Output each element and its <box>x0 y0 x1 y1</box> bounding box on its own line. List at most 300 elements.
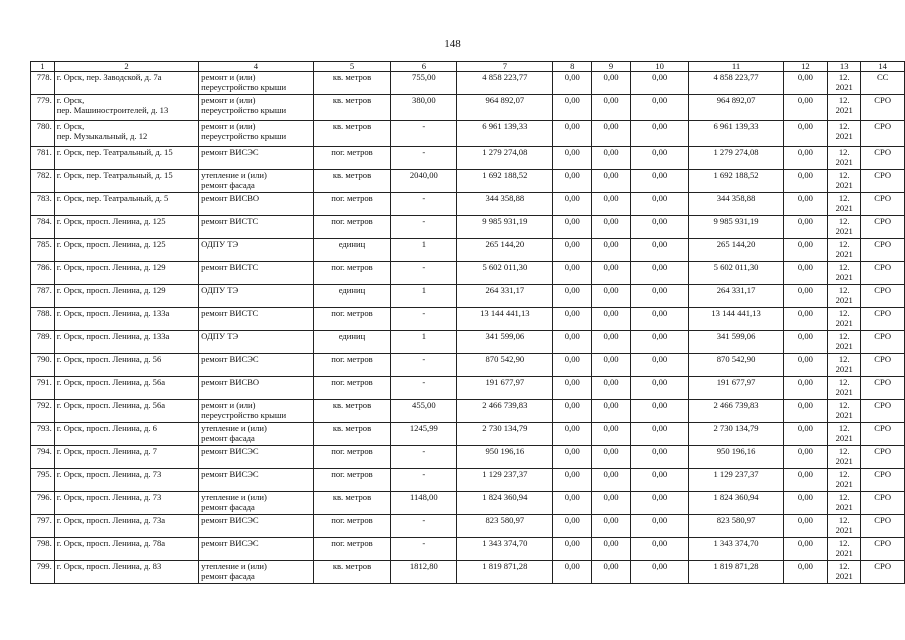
unit-cell: единиц <box>313 331 391 354</box>
quantity-cell: - <box>391 446 457 469</box>
column-number: 6 <box>391 62 457 72</box>
address-cell <box>54 308 198 331</box>
row-number: 794. <box>31 446 55 469</box>
work-line: ремонт ВИСВО <box>201 377 260 387</box>
deadline-cell <box>828 262 861 285</box>
work-type-cell <box>199 147 313 170</box>
work-line: утепление и (или) <box>201 561 267 571</box>
row-number: 781. <box>31 147 55 170</box>
address-line: г. Орск, просп. Ленина, д. 73 <box>56 492 162 502</box>
deadline-year: 2021 <box>835 157 853 167</box>
work-line: ремонт ВИСТС <box>201 308 259 318</box>
deadline-year: 2021 <box>835 571 853 581</box>
fund-cell-11: 5 602 011,30 <box>689 262 783 285</box>
fund-cell-8: 0,00 <box>553 354 592 377</box>
address-line: г. Орск, просп. Ленина, д. 56а <box>56 400 166 410</box>
table-row <box>31 239 905 262</box>
deadline-year: 2021 <box>835 180 853 190</box>
fund-cell-12: 0,00 <box>783 193 827 216</box>
work-type-cell <box>199 492 313 515</box>
work-line: ремонт ВИСЭС <box>201 515 259 525</box>
work-line: ремонт ВИСЭС <box>201 469 259 479</box>
row-number: 796. <box>31 492 55 515</box>
deadline-month: 12. <box>838 308 850 318</box>
deadline-month: 12. <box>838 147 850 157</box>
table-row <box>31 72 905 95</box>
fund-cell-9: 0,00 <box>592 239 631 262</box>
address-line: г. Орск, просп. Ленина, д. 73а <box>56 515 166 525</box>
deadline-month: 12. <box>838 538 850 548</box>
work-line: ремонт и (или) <box>201 121 256 131</box>
work-type-cell <box>199 423 313 446</box>
fund-cell-9: 0,00 <box>592 446 631 469</box>
deadline-cell <box>828 72 861 95</box>
fund-cell-12: 0,00 <box>783 492 827 515</box>
fund-cell-9: 0,00 <box>592 216 631 239</box>
deadline-month: 12. <box>838 423 850 433</box>
unit-cell: единиц <box>313 285 391 308</box>
quantity-cell: 1148,00 <box>391 492 457 515</box>
address-cell <box>54 515 198 538</box>
deadline-cell <box>828 308 861 331</box>
column-number: 10 <box>630 62 688 72</box>
work-type-cell <box>199 515 313 538</box>
fund-cell-12: 0,00 <box>783 121 827 147</box>
fund-cell-8: 0,00 <box>553 377 592 400</box>
address-cell <box>54 239 198 262</box>
address-line: г. Орск, пер. Заводской, д. 7а <box>56 72 162 82</box>
fund-cell-9: 0,00 <box>592 538 631 561</box>
row-number: 785. <box>31 239 55 262</box>
contractor-type-cell: СРО <box>861 193 905 216</box>
deadline-year: 2021 <box>835 105 853 115</box>
deadline-month: 12. <box>838 285 850 295</box>
fund-cell-10: 0,00 <box>630 262 688 285</box>
table-row <box>31 147 905 170</box>
work-line: ОДПУ ТЭ <box>201 285 239 295</box>
quantity-cell: - <box>391 147 457 170</box>
table-row <box>31 121 905 147</box>
address-cell <box>54 446 198 469</box>
fund-cell-10: 0,00 <box>630 121 688 147</box>
fund-cell-11: 6 961 139,33 <box>689 121 783 147</box>
fund-cell-12: 0,00 <box>783 285 827 308</box>
row-number: 784. <box>31 216 55 239</box>
fund-cell-12: 0,00 <box>783 262 827 285</box>
fund-cell-12: 0,00 <box>783 400 827 423</box>
work-line: ремонт и (или) <box>201 72 256 82</box>
address-line: г. Орск, <box>56 121 85 131</box>
row-number: 793. <box>31 423 55 446</box>
address-cell <box>54 170 198 193</box>
unit-cell: пог. метров <box>313 354 391 377</box>
address-cell <box>54 400 198 423</box>
fund-cell-8: 0,00 <box>553 492 592 515</box>
unit-cell: пог. метров <box>313 216 391 239</box>
registry-table <box>30 61 905 584</box>
fund-cell-9: 0,00 <box>592 492 631 515</box>
fund-cell-9: 0,00 <box>592 308 631 331</box>
address-line: г. Орск, просп. Ленина, д. 125 <box>56 239 166 249</box>
quantity-cell: 1245,99 <box>391 423 457 446</box>
work-type-cell <box>199 216 313 239</box>
address-line: г. Орск, просп. Ленина, д. 7 <box>56 446 157 456</box>
fund-cell-12: 0,00 <box>783 423 827 446</box>
deadline-year: 2021 <box>835 364 853 374</box>
total-cost-cell: 1 129 237,37 <box>457 469 553 492</box>
work-line: ОДПУ ТЭ <box>201 331 239 341</box>
deadline-cell <box>828 377 861 400</box>
table-row <box>31 377 905 400</box>
fund-cell-11: 950 196,16 <box>689 446 783 469</box>
address-cell <box>54 538 198 561</box>
table-row <box>31 400 905 423</box>
address-line: пер. Машиностроителей, д. 13 <box>56 105 169 115</box>
unit-cell: кв. метров <box>313 400 391 423</box>
contractor-type-cell: СРО <box>861 216 905 239</box>
address-cell <box>54 423 198 446</box>
work-line: утепление и (или) <box>201 170 267 180</box>
fund-cell-10: 0,00 <box>630 400 688 423</box>
address-cell <box>54 147 198 170</box>
fund-cell-9: 0,00 <box>592 377 631 400</box>
fund-cell-8: 0,00 <box>553 469 592 492</box>
fund-cell-9: 0,00 <box>592 285 631 308</box>
address-line: г. Орск, <box>56 95 85 105</box>
fund-cell-8: 0,00 <box>553 121 592 147</box>
row-number: 798. <box>31 538 55 561</box>
row-number: 783. <box>31 193 55 216</box>
column-number: 7 <box>457 62 553 72</box>
address-line: г. Орск, просп. Ленина, д. 78а <box>56 538 166 548</box>
deadline-cell <box>828 239 861 262</box>
deadline-month: 12. <box>838 95 850 105</box>
fund-cell-8: 0,00 <box>553 193 592 216</box>
fund-cell-8: 0,00 <box>553 331 592 354</box>
total-cost-cell: 6 961 139,33 <box>457 121 553 147</box>
fund-cell-11: 870 542,90 <box>689 354 783 377</box>
work-type-cell <box>199 469 313 492</box>
fund-cell-8: 0,00 <box>553 538 592 561</box>
quantity-cell: 2040,00 <box>391 170 457 193</box>
deadline-month: 12. <box>838 216 850 226</box>
row-number: 790. <box>31 354 55 377</box>
work-line: ремонт ВИСЭС <box>201 354 259 364</box>
fund-cell-11: 1 819 871,28 <box>689 561 783 584</box>
quantity-cell: - <box>391 354 457 377</box>
work-type-cell <box>199 95 313 121</box>
address-line: г. Орск, просп. Ленина, д. 129 <box>56 285 166 295</box>
total-cost-cell: 4 858 223,77 <box>457 72 553 95</box>
column-number: 12 <box>783 62 827 72</box>
deadline-cell <box>828 515 861 538</box>
work-line: ремонт ВИСВО <box>201 193 260 203</box>
deadline-cell <box>828 400 861 423</box>
fund-cell-11: 1 824 360,94 <box>689 492 783 515</box>
work-type-cell <box>199 308 313 331</box>
deadline-month: 12. <box>838 170 850 180</box>
deadline-month: 12. <box>838 400 850 410</box>
deadline-year: 2021 <box>835 295 853 305</box>
fund-cell-12: 0,00 <box>783 469 827 492</box>
fund-cell-10: 0,00 <box>630 147 688 170</box>
fund-cell-8: 0,00 <box>553 239 592 262</box>
work-type-cell <box>199 561 313 584</box>
work-type-cell <box>199 285 313 308</box>
unit-cell: пог. метров <box>313 147 391 170</box>
deadline-cell <box>828 193 861 216</box>
work-line: ремонт ВИСЭС <box>201 446 259 456</box>
contractor-type-cell: СРО <box>861 423 905 446</box>
deadline-cell <box>828 423 861 446</box>
contractor-type-cell: СРО <box>861 308 905 331</box>
deadline-month: 12. <box>838 354 850 364</box>
fund-cell-12: 0,00 <box>783 446 827 469</box>
table-row <box>31 492 905 515</box>
fund-cell-9: 0,00 <box>592 331 631 354</box>
fund-cell-8: 0,00 <box>553 285 592 308</box>
fund-cell-8: 0,00 <box>553 262 592 285</box>
quantity-cell: 1 <box>391 331 457 354</box>
deadline-year: 2021 <box>835 131 853 141</box>
deadline-month: 12. <box>838 331 850 341</box>
unit-cell: пог. метров <box>313 377 391 400</box>
fund-cell-12: 0,00 <box>783 308 827 331</box>
fund-cell-12: 0,00 <box>783 354 827 377</box>
deadline-year: 2021 <box>835 456 853 466</box>
work-line: ОДПУ ТЭ <box>201 239 239 249</box>
address-line: г. Орск, просп. Ленина, д. 56 <box>56 354 162 364</box>
column-number: 11 <box>689 62 783 72</box>
table-row <box>31 515 905 538</box>
contractor-type-cell: СРО <box>861 538 905 561</box>
work-line: ремонт ВИСТС <box>201 216 259 226</box>
unit-cell: пог. метров <box>313 262 391 285</box>
address-line: г. Орск, просп. Ленина, д. 125 <box>56 216 166 226</box>
total-cost-cell: 9 985 931,19 <box>457 216 553 239</box>
fund-cell-9: 0,00 <box>592 354 631 377</box>
deadline-cell <box>828 331 861 354</box>
contractor-type-cell: СРО <box>861 515 905 538</box>
address-line: пер. Музыкальный, д. 12 <box>56 131 148 141</box>
row-number: 787. <box>31 285 55 308</box>
work-line: ремонт фасада <box>201 180 255 190</box>
fund-cell-12: 0,00 <box>783 538 827 561</box>
unit-cell: кв. метров <box>313 72 391 95</box>
unit-cell: пог. метров <box>313 515 391 538</box>
deadline-cell <box>828 285 861 308</box>
fund-cell-10: 0,00 <box>630 72 688 95</box>
address-cell <box>54 95 198 121</box>
fund-cell-9: 0,00 <box>592 423 631 446</box>
total-cost-cell: 1 692 188,52 <box>457 170 553 193</box>
fund-cell-12: 0,00 <box>783 72 827 95</box>
total-cost-cell: 2 730 134,79 <box>457 423 553 446</box>
address-line: г. Орск, просп. Ленина, д. 73 <box>56 469 162 479</box>
column-number: 13 <box>828 62 861 72</box>
deadline-year: 2021 <box>835 203 853 213</box>
deadline-year: 2021 <box>835 387 853 397</box>
fund-cell-11: 341 599,06 <box>689 331 783 354</box>
unit-cell: кв. метров <box>313 561 391 584</box>
work-type-cell <box>199 446 313 469</box>
fund-cell-12: 0,00 <box>783 377 827 400</box>
deadline-cell <box>828 469 861 492</box>
total-cost-cell: 870 542,90 <box>457 354 553 377</box>
fund-cell-9: 0,00 <box>592 515 631 538</box>
deadline-month: 12. <box>838 239 850 249</box>
contractor-type-cell: СРО <box>861 377 905 400</box>
row-number: 797. <box>31 515 55 538</box>
deadline-year: 2021 <box>835 548 853 558</box>
page-number: 148 <box>444 38 461 50</box>
quantity-cell: 1812,80 <box>391 561 457 584</box>
column-number: 9 <box>592 62 631 72</box>
address-line: г. Орск, просп. Ленина, д. 83 <box>56 561 162 571</box>
unit-cell: кв. метров <box>313 170 391 193</box>
deadline-year: 2021 <box>835 318 853 328</box>
row-number: 782. <box>31 170 55 193</box>
contractor-type-cell: СС <box>861 72 905 95</box>
address-cell <box>54 561 198 584</box>
column-number: 14 <box>861 62 905 72</box>
row-number: 778. <box>31 72 55 95</box>
quantity-cell: - <box>391 538 457 561</box>
total-cost-cell: 950 196,16 <box>457 446 553 469</box>
contractor-type-cell: СРО <box>861 469 905 492</box>
quantity-cell: 1 <box>391 285 457 308</box>
unit-cell: единиц <box>313 239 391 262</box>
row-number: 791. <box>31 377 55 400</box>
work-line: утепление и (или) <box>201 492 267 502</box>
fund-cell-10: 0,00 <box>630 354 688 377</box>
fund-cell-10: 0,00 <box>630 170 688 193</box>
contractor-type-cell: СРО <box>861 262 905 285</box>
deadline-month: 12. <box>838 515 850 525</box>
work-line: ремонт ВИСТС <box>201 262 259 272</box>
address-line: г. Орск, просп. Ленина, д. 6 <box>56 423 157 433</box>
work-line: переустройство крыши <box>201 82 287 92</box>
table-row <box>31 331 905 354</box>
unit-cell: пог. метров <box>313 193 391 216</box>
unit-cell: пог. метров <box>313 308 391 331</box>
total-cost-cell: 823 580,97 <box>457 515 553 538</box>
fund-cell-10: 0,00 <box>630 308 688 331</box>
deadline-year: 2021 <box>835 433 853 443</box>
quantity-cell: - <box>391 308 457 331</box>
work-line: переустройство крыши <box>201 105 287 115</box>
deadline-cell <box>828 170 861 193</box>
table-body <box>31 62 905 584</box>
deadline-month: 12. <box>838 121 850 131</box>
fund-cell-10: 0,00 <box>630 423 688 446</box>
work-type-cell <box>199 262 313 285</box>
table-row <box>31 538 905 561</box>
address-cell <box>54 72 198 95</box>
deadline-cell <box>828 492 861 515</box>
fund-cell-9: 0,00 <box>592 262 631 285</box>
deadline-month: 12. <box>838 561 850 571</box>
fund-cell-11: 1 692 188,52 <box>689 170 783 193</box>
fund-cell-11: 344 358,88 <box>689 193 783 216</box>
fund-cell-8: 0,00 <box>553 515 592 538</box>
address-line: г. Орск, просп. Ленина, д. 133а <box>56 308 170 318</box>
total-cost-cell: 1 343 374,70 <box>457 538 553 561</box>
deadline-cell <box>828 147 861 170</box>
address-line: г. Орск, просп. Ленина, д. 133а <box>56 331 170 341</box>
unit-cell: кв. метров <box>313 423 391 446</box>
contractor-type-cell: СРО <box>861 95 905 121</box>
deadline-month: 12. <box>838 72 850 82</box>
deadline-year: 2021 <box>835 341 853 351</box>
work-line: переустройство крыши <box>201 410 287 420</box>
column-number: 8 <box>553 62 592 72</box>
fund-cell-9: 0,00 <box>592 147 631 170</box>
total-cost-cell: 13 144 441,13 <box>457 308 553 331</box>
deadline-year: 2021 <box>835 502 853 512</box>
fund-cell-11: 9 985 931,19 <box>689 216 783 239</box>
fund-cell-9: 0,00 <box>592 561 631 584</box>
address-cell <box>54 216 198 239</box>
deadline-cell <box>828 354 861 377</box>
table-row <box>31 446 905 469</box>
address-cell <box>54 262 198 285</box>
work-type-cell <box>199 170 313 193</box>
deadline-year: 2021 <box>835 410 853 420</box>
address-cell <box>54 331 198 354</box>
contractor-type-cell: СРО <box>861 170 905 193</box>
quantity-cell: - <box>391 262 457 285</box>
table-row <box>31 469 905 492</box>
fund-cell-8: 0,00 <box>553 216 592 239</box>
work-type-cell <box>199 354 313 377</box>
fund-cell-12: 0,00 <box>783 239 827 262</box>
address-line: г. Орск, пер. Театральный, д. 15 <box>56 147 173 157</box>
fund-cell-11: 1 279 274,08 <box>689 147 783 170</box>
table-row <box>31 423 905 446</box>
address-cell <box>54 121 198 147</box>
fund-cell-12: 0,00 <box>783 170 827 193</box>
fund-cell-10: 0,00 <box>630 515 688 538</box>
deadline-cell <box>828 121 861 147</box>
fund-cell-8: 0,00 <box>553 446 592 469</box>
table-row <box>31 193 905 216</box>
fund-cell-8: 0,00 <box>553 423 592 446</box>
fund-cell-11: 4 858 223,77 <box>689 72 783 95</box>
quantity-cell: 1 <box>391 239 457 262</box>
fund-cell-9: 0,00 <box>592 193 631 216</box>
row-number: 795. <box>31 469 55 492</box>
fund-cell-9: 0,00 <box>592 400 631 423</box>
unit-cell: кв. метров <box>313 95 391 121</box>
address-cell <box>54 469 198 492</box>
row-number: 799. <box>31 561 55 584</box>
table-row <box>31 285 905 308</box>
unit-cell: пог. метров <box>313 469 391 492</box>
deadline-cell <box>828 538 861 561</box>
fund-cell-8: 0,00 <box>553 400 592 423</box>
fund-cell-11: 1 129 237,37 <box>689 469 783 492</box>
address-cell <box>54 354 198 377</box>
fund-cell-12: 0,00 <box>783 147 827 170</box>
fund-cell-10: 0,00 <box>630 193 688 216</box>
address-line: г. Орск, просп. Ленина, д. 56а <box>56 377 166 387</box>
work-line: ремонт ВИСЭС <box>201 147 259 157</box>
fund-cell-11: 13 144 441,13 <box>689 308 783 331</box>
fund-cell-12: 0,00 <box>783 515 827 538</box>
column-number: 5 <box>313 62 391 72</box>
deadline-cell <box>828 561 861 584</box>
